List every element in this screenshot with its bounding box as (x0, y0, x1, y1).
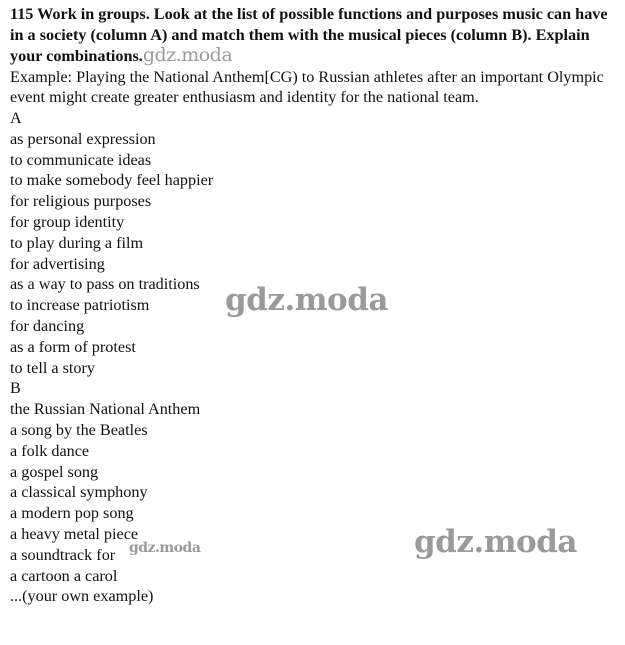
watermark-middle: gdz.moda (225, 282, 388, 318)
column-a-label: A (10, 109, 22, 128)
example-text: Example: Playing the National Anthem[CG) to Russian athletes after an important Olympic event might create greater enthusiasm and identity for the national team. (10, 67, 604, 107)
column-a-item: as personal expression (10, 129, 156, 148)
watermark-right: gdz.moda (414, 524, 577, 560)
watermark-small: gdz.moda (129, 540, 201, 556)
exercise-heading-text: 115 Work in groups. Look at the list of possible functions and purposes music can have in a society (column A) and match them with the musical pieces (column B). Explain your combinations. (10, 5, 608, 65)
column-a-item: to make somebody feel happier (10, 171, 214, 190)
column-b-item: the Russian National Anthem (10, 400, 201, 419)
column-a-item: to communicate ideas (10, 150, 152, 169)
column-a-item: to increase patriotism (10, 296, 150, 315)
column-b-item: a heavy metal piece (10, 525, 139, 544)
column-b-label: B (10, 379, 21, 398)
column-a-item: for dancing (10, 317, 85, 336)
column-b-item: a folk dance (10, 441, 90, 460)
heading-watermark: gdz.moda (142, 44, 233, 66)
column-a-item: to tell a story (10, 358, 95, 377)
column-b-item: ...(your own example) (10, 587, 154, 606)
column-a-item: as a way to pass on traditions (10, 275, 200, 294)
column-b-item: a cartoon a carol (10, 566, 118, 585)
column-a-item: for advertising (10, 254, 105, 273)
column-b-item: a modern pop song (10, 504, 134, 523)
column-a-item: to play during a film (10, 233, 144, 252)
exercise-heading (10, 4, 615, 67)
exercise-page (10, 4, 615, 607)
column-a-item: as a form of protest (10, 337, 136, 356)
column-a-item: for group identity (10, 213, 125, 232)
column-b-item: a classical symphony (10, 483, 148, 502)
column-b-item: a gospel song (10, 462, 99, 481)
column-b-item: a soundtrack for (10, 545, 116, 564)
column-a-item: for religious purposes (10, 192, 152, 211)
column-b-item: a song by the Beatles (10, 421, 148, 440)
